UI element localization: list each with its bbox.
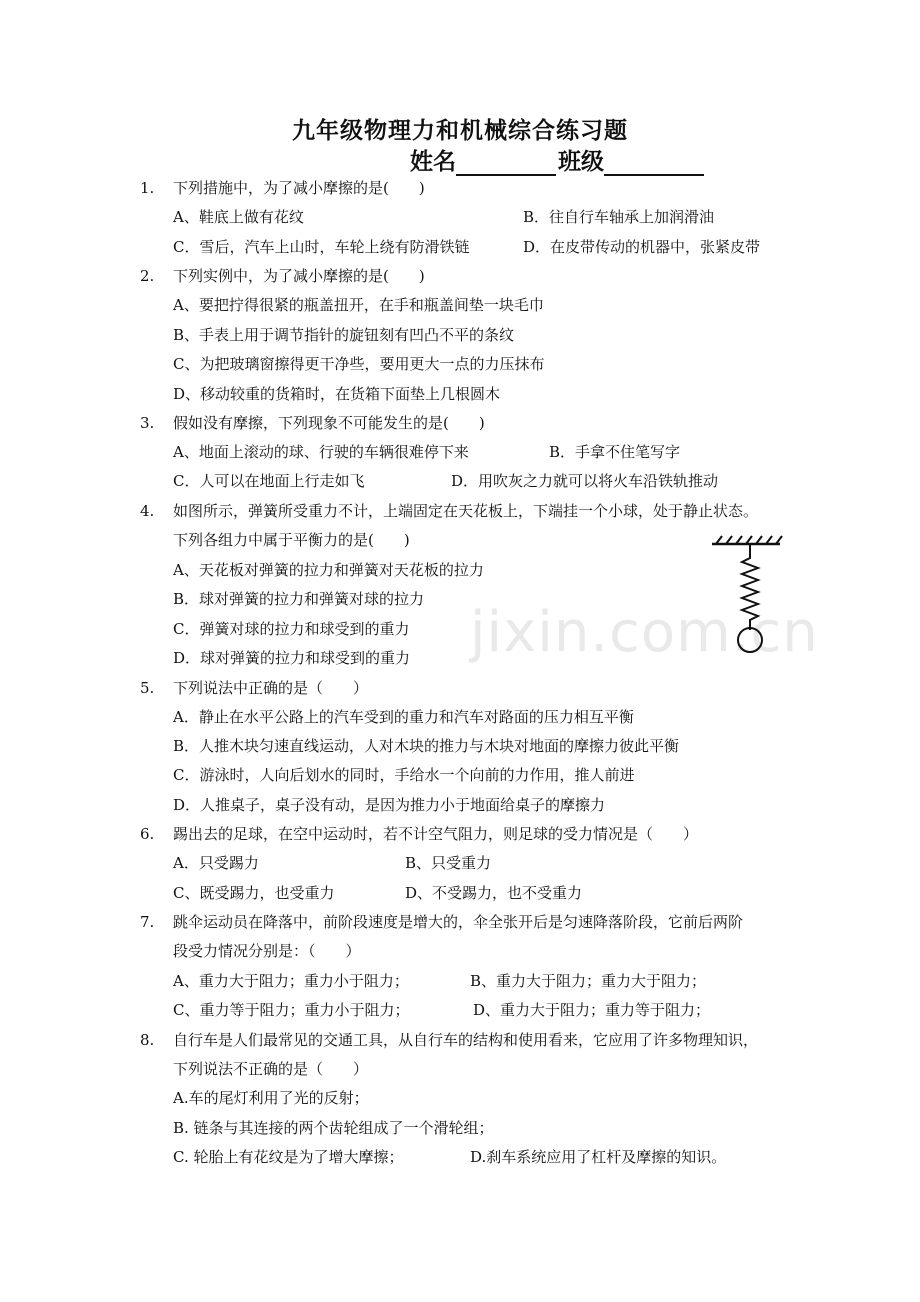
option: C．人可以在地面上行走如飞 — [173, 472, 365, 490]
question-number: 2. — [140, 267, 155, 285]
option: B．人推木块匀速直线运动，人对木块的推力与木块对地面的摩擦力彼此平衡 — [173, 737, 680, 755]
option: A、要把拧得很紧的瓶盖扭开，在手和瓶盖间垫一块毛巾 — [173, 296, 544, 314]
question-stem: 跳伞运动员在降落中，前阶段速度是增大的，伞全张开后是匀速降落阶段，它前后两阶 — [173, 913, 744, 931]
option: D、移动较重的货箱时，在货箱下面垫上几根圆木 — [173, 385, 501, 403]
spring-coil — [742, 544, 758, 630]
question-stem: 下列说法中正确的是（ ） — [173, 679, 369, 697]
option: B、手表上用于调节指针的旋钮刻有凹凸不平的条纹 — [173, 326, 515, 344]
ball — [738, 628, 762, 652]
option: C、为把玻璃窗擦得更干净些，要用更大一点的力压抹布 — [173, 355, 545, 373]
option: B、只受重力 — [405, 854, 492, 872]
question-stem: 如图所示，弹簧所受重力不计，上端固定在天花板上，下端挂一个小球，处于静止状态。 — [173, 502, 759, 520]
option: D、不受踢力，也不受重力 — [405, 884, 583, 902]
option: B. 链条与其连接的两个齿轮组成了一个滑轮组； — [173, 1119, 494, 1137]
question-number: 3. — [140, 414, 155, 432]
question-stem: 踢出去的足球，在空中运动时，若不计空气阻力，则足球的受力情况是（ ） — [173, 825, 699, 843]
option: D．用吹灰之力就可以将火车沿铁轨推动 — [451, 472, 719, 490]
question-stem: 假如没有摩擦，下列现象不可能发生的是( ) — [173, 414, 485, 432]
option: D．球对弹簧的拉力和球受到的重力 — [173, 649, 411, 667]
question-number: 6. — [140, 825, 155, 843]
question-number: 4. — [140, 502, 155, 520]
option: D．在皮带传动的机器中，张紧皮带 — [523, 238, 761, 256]
question-stem: 下列各组力中属于平衡力的是( ) — [173, 531, 410, 549]
option: D.刹车系统应用了杠杆及摩擦的知识。 — [470, 1148, 727, 1166]
option: A、天花板对弹簧的拉力和弹簧对天花板的拉力 — [173, 561, 484, 579]
question-stem: 自行车是人们最常见的交通工具，从自行车的结构和使用看来，它应用了许多物理知识， — [173, 1031, 759, 1049]
watermark: jixin.com.cn — [470, 600, 819, 665]
option: C、重力等于阻力；重力小于阻力； — [173, 1001, 410, 1019]
question-number: 5. — [140, 679, 155, 697]
name-label: 姓名 — [410, 148, 456, 175]
question-stem: 段受力情况分别是：（ ） — [173, 942, 361, 960]
option: B．手拿不住笔写字 — [549, 443, 681, 461]
question-stem: 下列实例中，为了减小摩擦的是( ) — [173, 267, 425, 285]
option: C．弹簧对球的拉力和球受到的重力 — [173, 620, 410, 638]
option: C、既受踢力，也受重力 — [173, 884, 335, 902]
option: A．只受踢力 — [173, 854, 259, 872]
option: A、地面上滚动的球、行驶的车辆很难停下来 — [173, 443, 469, 461]
option: C．雪后，汽车上山时，车轮上绕有防滑铁链 — [173, 238, 470, 256]
option: C．游泳时，人向后划水的同时，手给水一个向前的力作用，推人前进 — [173, 766, 635, 784]
question-number: 8. — [140, 1031, 155, 1049]
option: B．往自行车轴承上加润滑油 — [523, 208, 715, 226]
page-title: 九年级物理力和机械综合练习题 — [292, 117, 628, 144]
option: A.车的尾灯利用了光的反射； — [173, 1089, 369, 1107]
option: B．球对弹簧的拉力和弹簧对球的拉力 — [173, 590, 425, 608]
question-stem: 下列说法不正确的是（ ） — [173, 1060, 369, 1078]
option: B、重力大于阻力；重力大于阻力； — [470, 972, 707, 990]
question-number: 7. — [140, 913, 155, 931]
option: A、重力大于阻力；重力小于阻力； — [173, 972, 409, 990]
option: D．人推桌子，桌子没有动，是因为推力小于地面给桌子的摩擦力 — [173, 796, 606, 814]
class-blank — [604, 152, 704, 176]
option: C. 轮胎上有花纹是为了增大摩擦； — [173, 1148, 404, 1166]
name-class-line — [410, 143, 706, 176]
question-stem: 下列措施中，为了减小摩擦的是( ) — [173, 179, 425, 197]
spring-ball-figure — [708, 534, 788, 658]
name-blank — [456, 152, 556, 176]
option: A、鞋底上做有花纹 — [173, 208, 304, 226]
class-label: 班级 — [558, 148, 604, 175]
question-number: 1. — [140, 179, 155, 197]
option: A．静止在水平公路上的汽车受到的重力和汽车对路面的压力相互平衡 — [173, 708, 634, 726]
option: D、重力大于阻力；重力等于阻力； — [473, 1001, 711, 1019]
